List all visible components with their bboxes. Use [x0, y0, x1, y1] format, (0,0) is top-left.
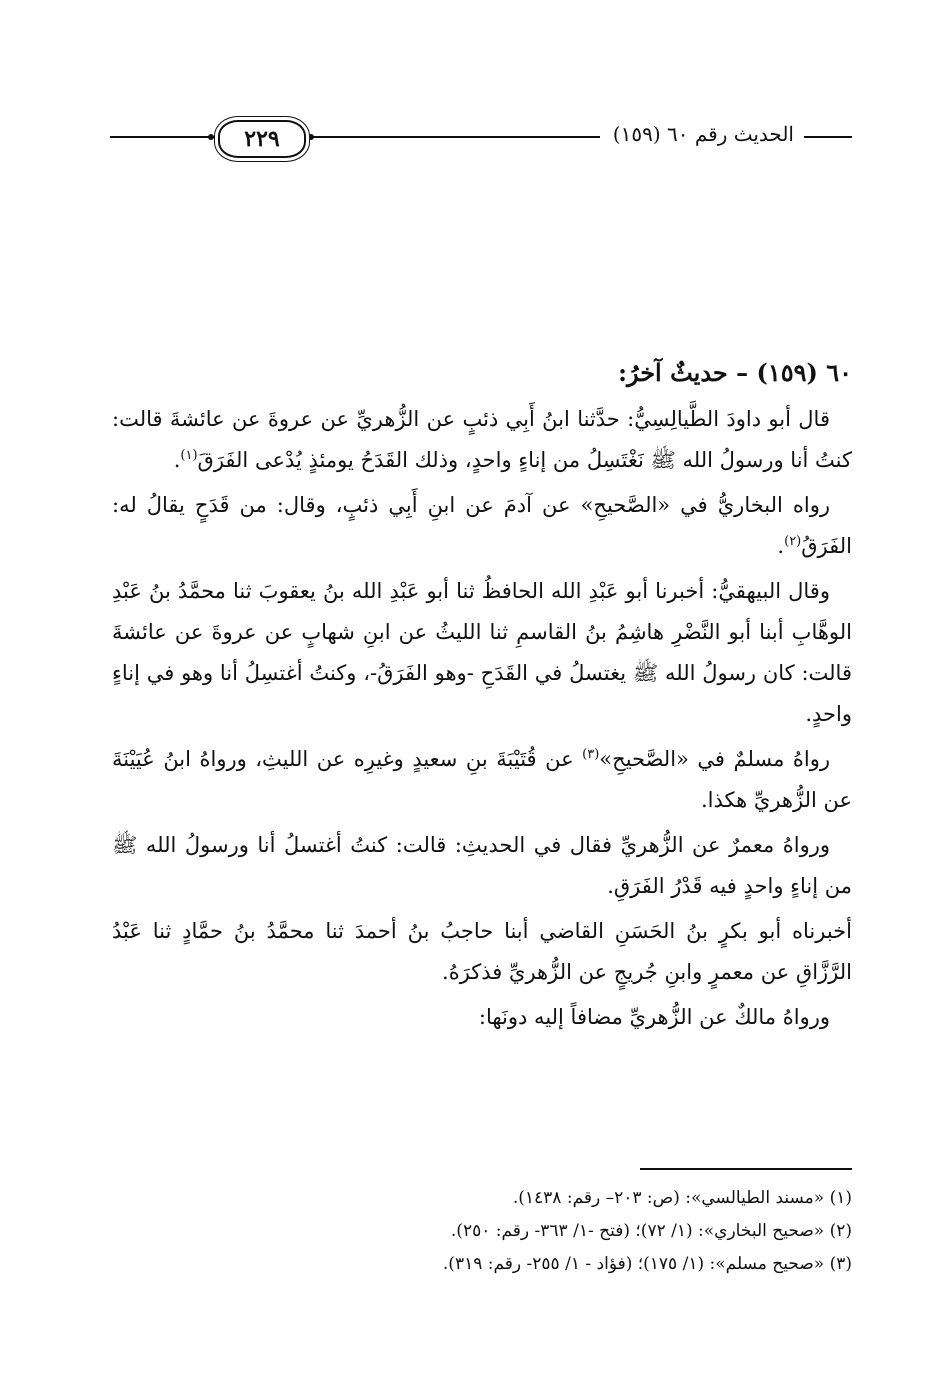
footnote: (٢) «صحيح البخاري»: (١/ ٧٢)؛ (فتح -١/ ٣٦٣- رقم: ٢٥٠).: [450, 1221, 852, 1241]
paragraph-end: .: [777, 534, 785, 558]
paragraph-text: عن قُتَيْبَةَ بنِ سعيدٍ وغيرِه عن الليثِ، ورواهُ ابنُ عُيَيْنَةَ عن الزُّهريِّ هكذا.: [112, 747, 852, 812]
footnote: (١) «مسند الطيالسي»: (ص: ٢٠٣– رقم: ١٤٣٨).: [512, 1188, 852, 1208]
ornament-dot-icon: [308, 134, 314, 140]
paragraph-text: قال أبو داودَ الطَّيالِسِيُّ: حدَّثنا ابنُ أَبِي ذئبٍ عن الزُّهريِّ عن عروةَ عن عائشةَ قالت: كنتُ أنا ورسولُ الله ﷺ نَغْتَسِلُ من إناءٍ واحدٍ، وذلك القَدَحُ يومئذٍ يُدْعى الفَرَقَ: [112, 407, 852, 472]
footnote-divider: [640, 1168, 852, 1170]
page-number: ٢٢٩: [218, 120, 306, 158]
paragraph: [112, 399, 852, 481]
paragraph: أخبرناه أبو بكرٍ بنُ الحَسَنِ القاضي أبنا حاجبُ بنُ أحمدَ ثنا محمَّدُ بنُ حمَّادٍ ثنا عَبْدُ الرَّزَّاقِ عن معمرٍ وابنِ جُريجٍ عن الزُّهريِّ فذكرَهُ.: [112, 919, 852, 984]
footnote-ref[interactable]: (٣): [582, 747, 600, 762]
footnote-ref[interactable]: (٢): [784, 534, 802, 549]
paragraph-text: رواهُ مسلمٌ في «الصَّحيحِ»: [599, 747, 831, 771]
header-rule-right: [804, 136, 852, 138]
footnotes: [112, 1168, 852, 1281]
running-header: [110, 118, 852, 158]
running-title: الحديث رقم ٦٠ (١٥٩): [612, 122, 794, 146]
paragraph-end: .: [173, 448, 181, 472]
paragraph: [112, 739, 852, 821]
paragraph: [112, 485, 852, 567]
paragraph: ورواهُ مالكٌ عن الزُّهريِّ مضافاً إليه دونَها:: [478, 1005, 830, 1029]
paragraph: وقال البيهقيُّ: أخبرنا أبو عَبْدِ الله الحافظُ ثنا أبو عَبْدِ الله بنُ يعقوبَ ثنا محمَّدُ بنُ عَبْدِ الوهَّابِ أبنا أبو النَّضْرِ هاشِمُ بنُ القاسمِ ثنا الليثُ عن ابنِ شهابٍ عن عروةَ عن عائشةَ قالت: كان رسولُ الله ﷺ يغتسلُ في القَدَحِ -وهو الفَرَقُ-، وكنتُ أغتسِلُ أنا وهو في إناءٍ واحدٍ.: [112, 579, 852, 726]
hadith-heading: ٦٠ (١٥٩) – حديثٌ آخرُ:: [618, 358, 852, 387]
footnote-ref[interactable]: (١): [180, 448, 198, 463]
main-text: [112, 355, 852, 1042]
ornament-dot-icon: [208, 134, 214, 140]
header-rule-left: [110, 136, 600, 138]
paragraph-text: رواه البخاريُّ في «الصَّحيحِ» عن آدمَ عن ابنِ أَبِي ذئبٍ، وقال: من قَدَحٍ يقالُ له: الفَرَقُ: [112, 493, 852, 558]
paragraph: ورواهُ معمرٌ عن الزُّهريِّ فقال في الحديثِ: قالت: كنتُ أغتسلُ أنا ورسولُ الله ﷺ من إناءٍ واحدٍ فيه قَدْرُ الفَرَقِ.: [112, 833, 852, 898]
footnote: (٣) «صحيح مسلم»: (١/ ١٧٥)؛ (فؤاد - ١/ ٢٥٥- رقم: ٣١٩).: [442, 1254, 852, 1274]
